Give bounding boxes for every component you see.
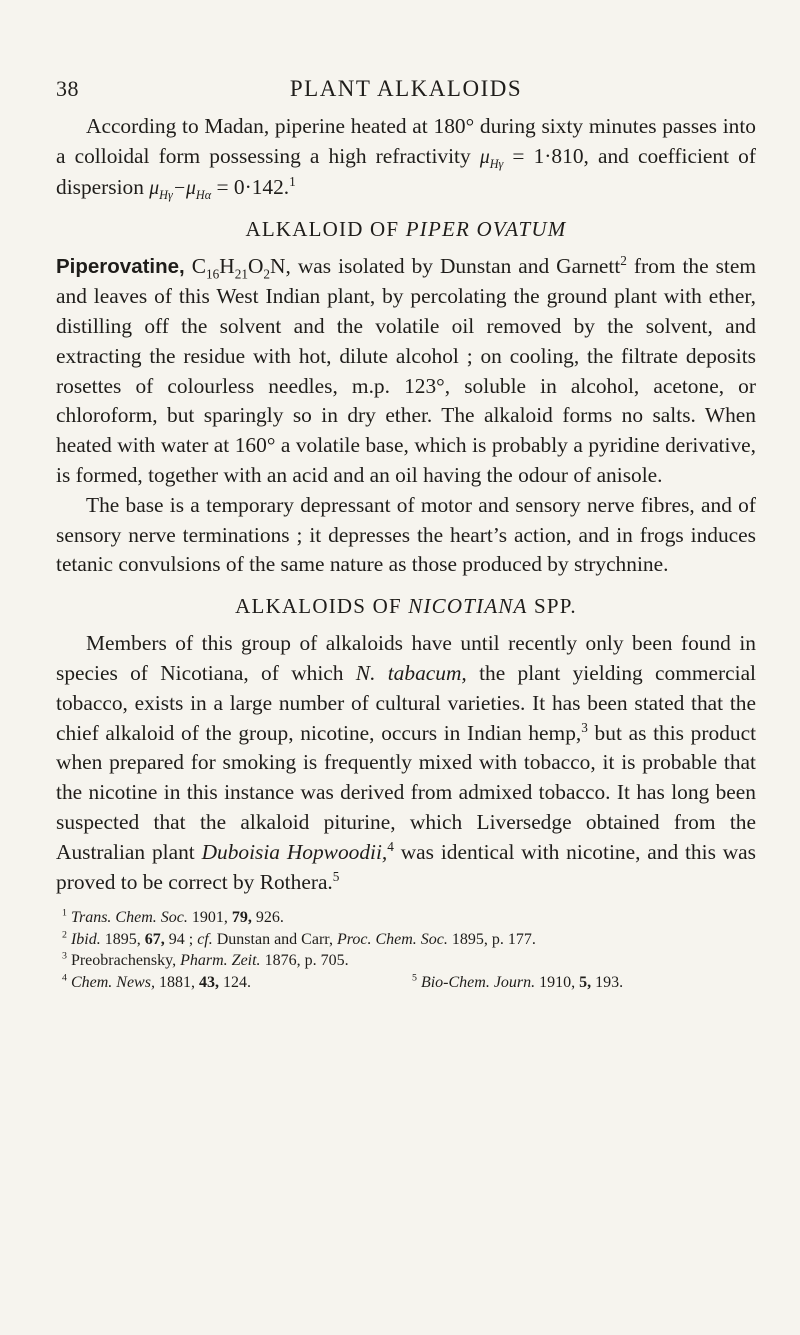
paragraph-piperine-colloidal: According to Madan, piperine heated at 180° during sixty minutes passes into a colloidal form possessing a high refractivity $\mu_{H\gamma} = 1\cdot 810$, and coefficient of dispersion $\mu_{H\gamma}-\mu_{H\alpha} = 0\cdot 142.^1$ bbox=[56, 114, 756, 202]
section-heading-nicotiana: ALKALOIDS OF NICOTIANA SPP. bbox=[235, 594, 577, 619]
footnote-4: $^4$ Chem. News, 1881, 43, 124. bbox=[62, 972, 251, 991]
footnote-ref: 4 bbox=[387, 838, 394, 854]
page-body bbox=[56, 112, 756, 993]
running-title: PLANT ALKALOIDS bbox=[289, 76, 523, 101]
footnote-ref: 3 bbox=[581, 719, 588, 735]
section-heading-piper-ovatum: ALKALOID OF PIPER OVATUM bbox=[245, 217, 567, 242]
paragraph-nicotiana: Members of this group of alkaloids have until recently only been found in species of Nicotiana, of which N. tabacum, the plant yielding commercial tobacco, exists in a large number of cultural varieties. It has been stated that the chief alkaloid of the group, nicotine, occurs in Indian hemp,$^3$ but as this product when prepared for smoking is frequently mixed with tobacco, it is probable that the nicotine in this instance was derived from admixed tobacco. It has long been suspected that the alkaloid piturine, which Liversedge obtained from the Australian plant Duboisia Hopwoodii,$^4$ was identical with nicotine, and this was proved to be correct by Rothera.$^5$ bbox=[56, 631, 757, 894]
footnote-1: $^1$ Trans. Chem. Soc. 1901, 79, 926. bbox=[62, 908, 284, 927]
dispersion-symbol: $\mu_{H\gamma}-\mu_{H\alpha}$ bbox=[149, 176, 212, 202]
page-number: 38 bbox=[56, 76, 79, 101]
footnote-ref: 2 bbox=[620, 253, 627, 269]
footnote-ref: 5 bbox=[332, 868, 340, 884]
paragraph-base-effects: The base is a temporary depressant of motor and sensory nerve fibres, and of sensory nerve terminations ; it depresses the heart’s action, and in frogs induces tetanic convulsions of the same nature as those produced by strychnine. bbox=[56, 492, 756, 577]
refractivity-symbol: $\mu_{H\gamma}$ bbox=[479, 145, 504, 171]
piperovatine-lead: Piperovatine, bbox=[56, 255, 185, 279]
footnotes bbox=[56, 907, 756, 993]
footnote-ref: 1 bbox=[289, 173, 296, 189]
footnote-2: $^2$ Ibid. 1895, 67, 94 ; cf. Dunstan and Carr, Proc. Chem. Soc. 1895, p. 177. bbox=[62, 929, 536, 948]
footnote-5: $^5$ Bio-Chem. Journ. 1910, 5, 193. bbox=[412, 972, 624, 991]
page-header bbox=[56, 76, 756, 106]
paragraph-piperovatine: Piperovatine, $C_{16}H_{21}O_2N$, was isolated by Dunstan and Garnett$^2$ from the stem and leaves of this West Indian plant, by percolating the ground plant with ether, distilling off the solvent and the volatile oil removed by the solvent, and extracting the residue with hot, dilute alcohol ; on cooling, the filtrate deposits rosettes of colourless needles, m.p. 123°, soluble in alcohol, acetone, or chloroform, but sparingly so in dry ether. The alkaloid forms no salts. When heated with water at 160° a volatile base, which is probably a pyridine derivative, is formed, together with an acid and an oil having the odour of anisole. bbox=[56, 253, 756, 487]
footnote-3: $^3$ Preobrachensky, Pharm. Zeit. 1876, p. 705. bbox=[62, 951, 349, 970]
